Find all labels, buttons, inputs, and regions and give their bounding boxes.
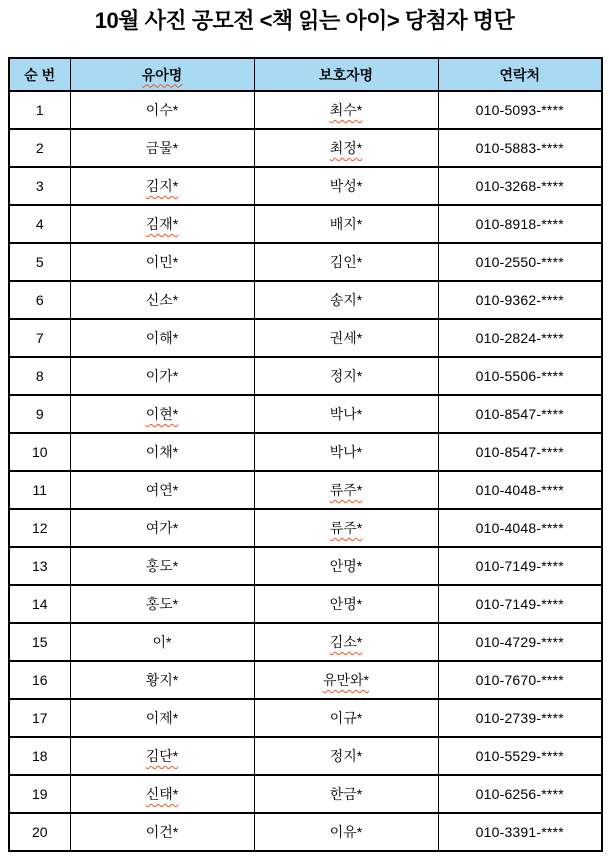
cell-phone [438, 813, 602, 851]
cell-child-name [70, 167, 254, 205]
cell-phone-text: 010-5093-**** [475, 102, 564, 118]
cell-guardian-name [254, 129, 438, 167]
cell-row-number [9, 167, 70, 205]
cell-phone [438, 205, 602, 243]
cell-child-name [70, 91, 254, 129]
cell-row-number [9, 433, 70, 471]
cell-child-name-text: 이현* [145, 406, 179, 422]
cell-guardian-name [254, 357, 438, 395]
cell-child-name-text: 신소* [145, 292, 179, 308]
cell-guardian-name [254, 775, 438, 813]
header-phone [438, 58, 602, 91]
cell-phone [438, 129, 602, 167]
cell-guardian-name [254, 699, 438, 737]
cell-child-name [70, 585, 254, 623]
cell-child-name-text: 신태* [145, 786, 179, 802]
table-row [9, 585, 602, 623]
cell-child-name-text: 이수* [145, 102, 179, 118]
cell-phone [438, 395, 602, 433]
cell-row-number-text: 12 [31, 520, 48, 536]
cell-guardian-name-text: 정지* [329, 748, 363, 764]
cell-guardian-name-text: 배지* [329, 216, 363, 232]
cell-phone-text: 010-7670-**** [475, 672, 564, 688]
table-row [9, 243, 602, 281]
cell-phone-text: 010-4729-**** [475, 634, 564, 650]
cell-phone [438, 623, 602, 661]
table-row [9, 357, 602, 395]
cell-child-name [70, 319, 254, 357]
cell-row-number-text: 13 [31, 558, 48, 574]
header-no [9, 58, 70, 91]
cell-row-number-text: 7 [35, 330, 44, 346]
cell-row-number-text: 14 [31, 596, 48, 612]
cell-row-number [9, 699, 70, 737]
cell-phone [438, 471, 602, 509]
cell-child-name-text: 여연* [145, 482, 179, 498]
cell-child-name [70, 509, 254, 547]
cell-child-name-text: 이가* [145, 368, 179, 384]
cell-row-number [9, 585, 70, 623]
cell-guardian-name-text: 류주* [329, 482, 363, 498]
cell-phone-text: 010-8547-**** [475, 406, 564, 422]
cell-phone-text: 010-3391-**** [475, 824, 564, 840]
cell-row-number-text: 9 [35, 406, 44, 422]
cell-guardian-name-text: 김소* [329, 634, 363, 650]
cell-phone-text: 010-5883-**** [475, 140, 564, 156]
table-row [9, 281, 602, 319]
cell-phone [438, 91, 602, 129]
table-row [9, 547, 602, 585]
cell-row-number [9, 737, 70, 775]
cell-phone [438, 547, 602, 585]
cell-child-name-text: 이채* [145, 444, 179, 460]
cell-guardian-name-text: 유만와* [322, 672, 370, 688]
table-row [9, 167, 602, 205]
cell-phone-text: 010-8918-**** [475, 216, 564, 232]
cell-phone [438, 661, 602, 699]
cell-phone-text: 010-7149-**** [475, 596, 564, 612]
header-child-name [70, 58, 254, 91]
cell-child-name-text: 이민* [145, 254, 179, 270]
cell-guardian-name-text: 안명* [329, 596, 363, 612]
table-body [9, 91, 602, 851]
cell-guardian-name [254, 281, 438, 319]
cell-row-number-text: 16 [31, 672, 48, 688]
cell-guardian-name-text: 박나* [329, 444, 363, 460]
cell-phone [438, 281, 602, 319]
cell-guardian-name [254, 91, 438, 129]
cell-guardian-name-text: 이규* [329, 710, 363, 726]
cell-child-name [70, 281, 254, 319]
cell-child-name [70, 129, 254, 167]
header-row [9, 58, 602, 91]
cell-child-name-text: 황지* [145, 672, 179, 688]
cell-phone-text: 010-5529-**** [475, 748, 564, 764]
cell-child-name-text: 금물* [145, 140, 179, 156]
table-row [9, 737, 602, 775]
table-row [9, 699, 602, 737]
cell-row-number-text: 15 [31, 634, 48, 650]
table-row [9, 433, 602, 471]
cell-guardian-name [254, 813, 438, 851]
cell-row-number [9, 775, 70, 813]
cell-row-number [9, 205, 70, 243]
cell-row-number-text: 10 [31, 444, 48, 460]
cell-row-number-text: 20 [31, 824, 48, 840]
cell-phone-text: 010-8547-**** [475, 444, 564, 460]
cell-phone-text: 010-4048-**** [475, 482, 564, 498]
table-row [9, 813, 602, 851]
cell-guardian-name-text: 최정* [329, 140, 363, 156]
cell-child-name [70, 813, 254, 851]
table-row [9, 129, 602, 167]
table-row [9, 661, 602, 699]
cell-row-number [9, 357, 70, 395]
table-row [9, 509, 602, 547]
cell-guardian-name [254, 395, 438, 433]
column-header-label: 연락처 [499, 66, 541, 83]
cell-guardian-name-text: 김인* [329, 254, 363, 270]
cell-row-number-text: 4 [35, 216, 44, 232]
cell-child-name-text: 홍도* [145, 558, 179, 574]
column-header-label: 순 번 [24, 66, 56, 83]
table-row [9, 205, 602, 243]
cell-phone-text: 010-2824-**** [475, 330, 564, 346]
cell-child-name-text: 김지* [145, 178, 179, 194]
cell-phone [438, 699, 602, 737]
cell-row-number-text: 6 [35, 292, 44, 308]
cell-row-number [9, 281, 70, 319]
cell-child-name-text: 이제* [145, 710, 179, 726]
table-row [9, 319, 602, 357]
cell-guardian-name [254, 509, 438, 547]
cell-row-number-text: 11 [32, 482, 48, 498]
cell-row-number-text: 19 [31, 786, 48, 802]
cell-phone-text: 010-2550-**** [475, 254, 564, 270]
cell-row-number-text: 18 [31, 748, 48, 764]
cell-row-number [9, 129, 70, 167]
cell-guardian-name [254, 167, 438, 205]
cell-guardian-name-text: 류주* [329, 520, 363, 536]
cell-guardian-name [254, 623, 438, 661]
cell-phone-text: 010-3268-**** [475, 178, 564, 194]
cell-row-number-text: 5 [35, 254, 44, 270]
cell-child-name-text: 여가* [145, 520, 179, 536]
cell-child-name [70, 471, 254, 509]
column-header-label: 유아명 [141, 66, 183, 83]
table-row [9, 471, 602, 509]
cell-row-number [9, 623, 70, 661]
cell-guardian-name [254, 319, 438, 357]
cell-guardian-name [254, 585, 438, 623]
cell-guardian-name-text: 권세* [329, 330, 363, 346]
cell-row-number-text: 8 [35, 368, 44, 384]
cell-guardian-name-text: 정지* [329, 368, 363, 384]
cell-guardian-name-text: 이유* [329, 824, 363, 840]
cell-guardian-name-text: 박성* [329, 178, 363, 194]
cell-child-name [70, 243, 254, 281]
table-row [9, 395, 602, 433]
table-row [9, 775, 602, 813]
cell-child-name [70, 395, 254, 433]
cell-guardian-name [254, 737, 438, 775]
cell-row-number [9, 319, 70, 357]
cell-guardian-name-text: 한금* [329, 786, 363, 802]
cell-child-name [70, 775, 254, 813]
cell-child-name [70, 699, 254, 737]
cell-row-number-text: 17 [31, 710, 48, 726]
cell-row-number [9, 509, 70, 547]
cell-child-name [70, 623, 254, 661]
cell-row-number [9, 91, 70, 129]
cell-guardian-name-text: 최수* [329, 102, 363, 118]
cell-phone-text: 010-4048-**** [475, 520, 564, 536]
cell-phone [438, 585, 602, 623]
page-title: 10월 사진 공모전 <책 읽는 아이> 당첨자 명단 [94, 8, 515, 33]
cell-guardian-name [254, 471, 438, 509]
cell-row-number-text: 2 [35, 140, 44, 156]
cell-guardian-name-text: 박나* [329, 406, 363, 422]
winners-table [8, 57, 603, 852]
cell-phone [438, 243, 602, 281]
cell-child-name [70, 433, 254, 471]
cell-phone [438, 167, 602, 205]
cell-child-name-text: 김단* [145, 748, 179, 764]
table-row [9, 623, 602, 661]
cell-child-name [70, 205, 254, 243]
table-row [9, 91, 602, 129]
cell-row-number [9, 471, 70, 509]
cell-phone [438, 775, 602, 813]
cell-guardian-name [254, 547, 438, 585]
cell-row-number [9, 661, 70, 699]
cell-guardian-name [254, 433, 438, 471]
cell-row-number [9, 813, 70, 851]
cell-guardian-name-text: 송지* [329, 292, 363, 308]
cell-guardian-name [254, 243, 438, 281]
cell-row-number [9, 395, 70, 433]
cell-child-name [70, 661, 254, 699]
cell-phone [438, 433, 602, 471]
cell-phone-text: 010-5506-**** [475, 368, 564, 384]
cell-child-name [70, 737, 254, 775]
cell-row-number-text: 1 [35, 102, 44, 118]
cell-guardian-name-text: 안명* [329, 558, 363, 574]
cell-phone-text: 010-2739-**** [475, 710, 564, 726]
cell-child-name-text: 홍도* [145, 596, 179, 612]
cell-guardian-name [254, 205, 438, 243]
header-guardian-name [254, 58, 438, 91]
cell-row-number [9, 547, 70, 585]
cell-phone [438, 509, 602, 547]
cell-child-name-text: 이해* [145, 330, 179, 346]
cell-phone [438, 357, 602, 395]
cell-child-name [70, 547, 254, 585]
cell-phone-text: 010-9362-**** [475, 292, 564, 308]
cell-row-number [9, 243, 70, 281]
cell-phone-text: 010-7149-**** [475, 558, 564, 574]
column-header-label: 보호자명 [318, 66, 374, 83]
cell-child-name [70, 357, 254, 395]
cell-phone [438, 319, 602, 357]
cell-row-number-text: 3 [35, 178, 44, 194]
cell-child-name-text: 김재* [145, 216, 179, 232]
cell-child-name-text: 이건* [145, 824, 179, 840]
cell-child-name-text: 이* [152, 634, 172, 650]
cell-phone [438, 737, 602, 775]
cell-phone-text: 010-6256-**** [475, 786, 564, 802]
cell-guardian-name [254, 661, 438, 699]
